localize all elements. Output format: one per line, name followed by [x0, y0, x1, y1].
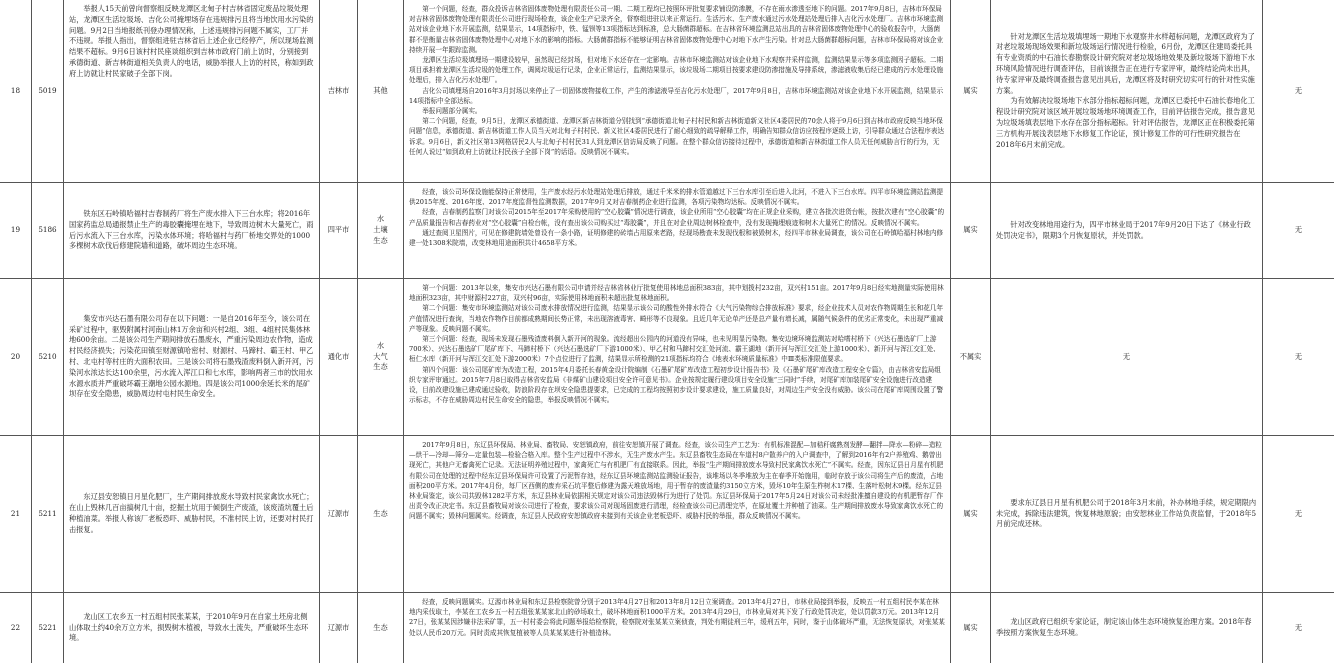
verified-status: 不属实 — [951, 279, 991, 435]
verified-status: 属实 — [951, 593, 991, 663]
complaint-description — [64, 0, 320, 182]
complaint-text: 东辽县安恕镇日月星化肥厂，生产期间排放废水导致村民家禽饮水死亡；在山上毁林几百亩搞树几十亩，挖掘土坑用于倾倒生产废渣，该废渣坑覆土后种植油菜。举报人称该厂老板恐吓、威胁村民，不准村民上访，还要对村民打击报复。 — [69, 492, 314, 534]
handling-measures: 无 — [991, 279, 1263, 435]
finding-paragraph: 第一个问题：2013年以来，集安市兴达石墨有限公司申请并经吉林省林业厅批复使用林地总面积383亩，其中划拨村232亩，双兴村151亩。2017年9月8日经实地测量实际使用林地面积323亩，其中财源村227亩，双兴村96亩，实际使用林地面积未超出批复林地面积。 — [409, 284, 944, 303]
row-number: 21 — [0, 436, 32, 592]
table-row — [0, 593, 1334, 663]
finding-paragraph: 举报问题部分属实。 — [422, 107, 482, 116]
complaint-text: 铁东区石岭镇哈福村吉春制药厂将生产废水排入下三台水库；将2016年国家药监总局通报禁止生产的毒胶囊掩埋在地下，导致周边树木大量死亡，雨后污水流入下三台水库，污染水体环境；将哈福村与药厂桥地交界处的1000多棵树木砍伐后修建院墙和道路，破坏周边生态环境。 — [69, 208, 314, 251]
finding-paragraph: 经查，吉春制药监察门对该公司2015年至2017年采购使用的“空心胶囊”情况进行调查，该企业所用“空心胶囊”均在正规企业采购，建立各批次进货台帐，按批次建有“空心胶囊”的产品质量报告和吉春药业对“空心胶囊”自检台帐，没有查出该公司购买过“毒胶囊”，并且在对企业周边树林检查中，没有发现掩埋痕迹和树木大量死亡的情况。反映情况不属实。 — [409, 208, 945, 227]
finding-paragraph: 经查，反映问题属实。辽源市林业局和东辽县检察院曾分别于2013年4月27日和2013年8月12日立案调查。2013年4月27日，市林业局接到举报，反映五一村五组村民李某在林地内采伐取土，李某在工农乡五一村五组张某某家北山的砂场取土，破坏林地面积1000平方米。2013年4月29日，市林业局对其下发了行政处罚决定，处以罚款3万元。2013年12月27日，张某某因涉嫌非法采矿罪，五一村村委会将此问题举报给检察院，检察院对张某某立案侦查，判处有期徒刑三年，缓刑五年，同时，鉴于山体破坏严重，无法恢复原状，对张某某处以人民币20万元。同时责成其恢复植被等人员某某某进行补植造林。 — [409, 598, 945, 637]
row-number: 22 — [0, 593, 32, 663]
finding-paragraph: 龙潭区生活垃圾填埋场一期建设较早，虽然现已经封场，但对地下水还存在一定影响。吉林市环境监测站对该企业地下水观察井采样监测，监测结果显示等多项监测因子超标。二期项目承担着龙潭区生活垃圾的处理工作，调阅垃圾运行记录，企业正常运行，监测结果显示，该垃圾场二期项目按要求建设防渗措施及导排系统，渗滤液收集后经已建成的污水处理设施处理后，排入吉化污水处理厂。 — [409, 56, 944, 85]
city: 吉林市 — [320, 0, 358, 182]
city: 辽源市 — [320, 593, 358, 663]
verified-status: 属实 — [951, 183, 991, 278]
case-id: 5186 — [32, 183, 64, 278]
pollution-type-text: 水 大气 生态 — [373, 340, 388, 372]
investigation-findings — [404, 0, 951, 182]
investigation-findings — [404, 183, 951, 278]
handling-paragraph: 龙山区政府已组织专家论证，制定该山体生态环境恢复治理方案。2018年春季按照方案恢复生态环境。 — [996, 617, 1252, 637]
accountability: 无 — [1294, 622, 1303, 632]
complaint-description — [64, 593, 320, 663]
finding-paragraph: 2017年9月8日，东辽县环保局、林业局、畜牧局、安恕镇政府，前往安恕镇开展了调查。经查，该公司生产工艺为：有机标准混配—加秸秆腐熟剂发酵—翻拌—降水—粉碎—造粒—烘干—冷却—筛分—定量包装—检验合格入库。整个生产过程中不涉水，无生产废水产生。东辽县畜牧生态局在车道村8户散养户的入户调查中，了解到2016年有2户养殖鸡、鹅曾出现死亡，其他户无畜禽死亡记录。无法证明养殖过程中，家禽死亡与有机肥厂有直接联系。因此，举报“生产期间排放废水导致村民家禽饮水死亡”不属实。经查，因东辽县日月星有机肥有限公司在处理的过程中经东辽县环保局许可设置了污泥暂存池，经东辽县环境监测站监测验证报告，该堆场以冬季堆放为主在春季开始施用，临时存放于该公司将生产后的废渣，占地面积200平方米。2017年4月份，每厂区西侧的废弃采石坑平整后修建为露天堆放场地，用于暂存的废渣量约3150立方米，毁坏10年生原生柞树木17棵、生落叶松树木9棵。经东辽县林业局鉴定，该公司共毁林1282平方米，东辽县林业局依据相关规定对该公司违法毁林行为进行了处罚。东辽县环保局于2017年5月24日对该公司未经批准擅自建设的有机肥暂存厂作出责令改正决定书。东辽县畜牧局对该公司进行了检查，要求该公司对现场固废进行清理，经检查该公司已清理完毕，在原址覆土并种植了油菜。生产期间排放废水导致家禽饮水死亡的问题不属实；毁林问题属实。经调查，东辽县人民政府安恕镇政府未接到有关该企业老板恐吓、威胁村民的举报，群众反映情况不属实。 — [409, 441, 944, 521]
complaint-description — [64, 279, 320, 435]
table-row — [0, 0, 1334, 183]
row-number: 19 — [0, 183, 32, 278]
finding-paragraph: 第三个问题：经查，现场未发现石墨残渣废料倒入新开河的现象。流经超出公园内的河道没有异味，也未见明显污染物。集安边境环境监测站对哈嗜村桥下（兴达石墨选矿厂上游700米）、兴达石墨选矿厂尾矿库下、马蹄村桥下（兴达石墨选矿厂下游1000米）、甲乙村和马蹄村交汇处河流、霸王湖地（新开河与浑江交汇处上游1000米）、新开河与浑江交汇处、桓仁水库（新开河与浑江交汇处下游2000米）7个点位进行了监测，结果显示所检测的21项指标均符合《地表水环境质量标准》中Ⅲ类标准限值要求。 — [409, 335, 940, 364]
complaint-text: 举报人15天前曾向督察组反映龙潭区北甸子村吉林省固定废品垃圾处理站，龙潭区生活垃圾场、吉化公司掩埋场存在违规排污且将当地饮用水污染的问题。9月2日当地报纸刊登办理情况称，上述违规排污问题不属实，工厂并不违规。举报人指出，督察组进驻吉林省后上述企业已经停产，所以现场监测结果不超标。9月6日该村村民座谈组织到吉林市政府门前上访时，分别接到承德街道、新吉林街道相关负责人的电话，威胁举报人上访的村民，称如到政府上访就让村民家破子全部下岗。 — [69, 4, 314, 78]
finding-paragraph: 第二个问题：集安市环境监测站对该公司废水排放情况进行监测，结果显示该公司的酸性外排水符合《大气污染物综合排放标准》要求，经企业技术人员对农作物周期生长和花几年产值情况进行查询，当地农作物作目前都成熟期间长势正常，未出现溶液毒害、畸形等不良现象。且近几年无论单产还是总产量有增长减，属随气候条件的优劣正常变化，未出现严重减产等现象。反映问题不属实。 — [409, 304, 944, 333]
table-row — [0, 436, 1334, 593]
finding-paragraph: 通过查阅卫星图片，可见在修建院墙处曾设有一条小路，证明修建的砖墙占用原来老路，经现场勘查未发现伐根和被毁树木，经四平市林业局调查，该公司在石岭镇哈福村林地内修建一处1308米院墙，改变林地用途面积共计4658平方米。 — [409, 228, 944, 248]
pollution-type — [358, 279, 404, 435]
finding-paragraph: 吉化公司填埋场自2016年3月封场以来停止了一切固体废物接收工作，产生的渗滤液导至吉化污水处理厂，2017年9月8日，吉林市环境监测站对该企业地下水开展监测，结果显示14项指标中全部达标。 — [409, 86, 944, 105]
city: 四平市 — [320, 183, 358, 278]
case-id: 5211 — [32, 436, 64, 592]
pollution-type-text: 水 土壤 生态 — [373, 214, 388, 245]
handling-measures — [991, 0, 1263, 182]
city: 辽源市 — [320, 436, 358, 592]
row-number: 20 — [0, 279, 32, 435]
complaint-text: 龙山区工农乡五一村五组村民张某某，于2010年9月在自家土坯房北侧山体取土约40余万立方米，损毁树木植被，导致水土流失，严重破坏生态环境。 — [69, 611, 309, 643]
verified-status: 属实 — [951, 436, 991, 592]
handling-paragraph: 要求东辽县日月星有机肥公司于2018年3月末前，补办林地手续，规定期限内未完成，拆除违法建筑，恢复林地原貌；由安恕林业工作站负责监督，于2018年5月前完成还林。 — [996, 497, 1257, 529]
finding-paragraph: 经查，该公司环保设施能保持正常使用，生产废水经污水处理站处理后排放，通过千米米的排水管道越过下三台水库引至后进入北河，不进入下三台水库。四平市环境监测站监测提供2015年度、2016年度、2017年度监督性监测数据，2017年9月又对吉春制药企业进行监测，各项污染物均达标。反映情况不属实。 — [409, 188, 944, 207]
table-row — [0, 183, 1334, 279]
pollution-type — [358, 183, 404, 278]
complaint-description — [64, 436, 320, 592]
pollution-type: 其他 — [358, 0, 404, 182]
case-id: 5210 — [32, 279, 64, 435]
finding-paragraph: 第二个问题，经查，9月5日，龙潭区承德街道、龙潭区新吉林街道分别找到“承德街道北甸子村村民和新吉林街道新义社区4委居民的70余人将于9月6日到吉林市政府反映当地环保问题”信息，承德街道、新吉林街道工作人员当天对北甸子村村民、新义社区4委居民进行了耐心细致的疏导解释工作，明确告知群众信访应按程序逐级上访，引导群众通过合法程序表达诉求。9月6日，新义社区第13网格居民2人与北甸子村村民31人到龙潭区信访局反映了问题。在整个群众信访接待过程中，承德街道和新吉林街道工作人员无任何威胁言行的行为，无任何人说过“如到政府上访就让村民孩子全部下岗”的话语。反映情况不属实。 — [409, 117, 945, 156]
verified-status: 属实 — [951, 0, 991, 182]
complaint-text: 集安市兴达石墨有限公司存在以下问题：一是自2016年至今，该公司在采矿过程中，驱毁附属村河南山林1万余亩和兴村2组、3组、4组村民集体林地600余亩。二是该公司生产期间排放石墨废水，严重污染周边农作物，造成村民经济损失；污染花田镇至财源镇哈密村、财源村、马蹄村、霸王村、甲乙村、北屯村等村庄的大面积农田。三是该公司将石墨残渣废料倒入新开河，污染河水浓达长达100余里，污水流入浑江口和七水库，影响两者三市的饮用水水源水质并严重破坏霸王潮地公园水源地。四是该公司1000余延长米的尾矿坝存在安全隐患，威胁周边村屯村民生命安全。 — [69, 313, 314, 399]
handling-paragraph: 针对龙潭区生活垃圾填埋场一期地下水观察井水样超标问题，龙潭区政府为了对老垃圾场现场效果和新垃圾场运行情况进行检验，6月份，龙潭区住建局委托具有专业资质的中石油长春勘察设计研究院对老垃圾场地效果及新垃圾场下游地下水环境风险情况进行调查评估，目前该报告正在进行专家评审，最终结论尚未出具，待专家评审及最终调查报告意见出具后，龙潭区将及时研究切实可行的针对性实施方案。 — [996, 31, 1255, 95]
investigation-findings — [404, 279, 951, 435]
accountability: 无 — [1294, 85, 1303, 95]
accountability: 无 — [1294, 351, 1303, 361]
handling-measures — [991, 183, 1263, 278]
handling-paragraph: 为有效解决垃圾场地下水部分指标超标问题，龙潭区已委托中石油长春地化工程设计研究院对该区域开展垃圾场地环境调查工作，目前评估报告完成，报告意见为垃圾场填表层地下水存在部分指标超标。针对评估报告，龙潭区正在积极委托第三方机构开展浅表层地下水修复工作论证，预计修复工作的可行性研究报告在2018年6月末前完成。 — [996, 96, 1255, 149]
finding-paragraph: 第四个问题：该公司尾矿库为改造工程，2015年4月委托长春黄金设计院编制《石墨矿尾矿库改造工程初步设计报告书》及《石墨矿尾矿库改造工程安全专篇》，由吉林省安监局组织专家评审通过。2015年7月8日取得吉林省安监局《非煤矿山建设项目安全许可意见书》。企业按规定履行建设项目安全设施“三同时”手续，对尾矿库加装尾矿安全设施进行改造建设，目前改建设施已建成通过验收，防浪阶段存在坝安全隐患提要求，已完成的工程均按照初步设计要求建设，施工质量良好，对周边生产安全没有威胁。该公司在尾矿库周围设置了警示标志，不存在威胁周边村民生命安全的隐患，举报反映情况不属实。 — [409, 365, 944, 405]
case-id: 5221 — [32, 593, 64, 663]
pollution-type: 生态 — [358, 593, 404, 663]
table-row — [0, 279, 1334, 436]
city: 通化市 — [320, 279, 358, 435]
investigation-findings — [404, 593, 951, 663]
accountability: 无 — [1294, 508, 1303, 518]
finding-paragraph: 第一个问题，经查，群众投诉吉林省固体废物处理有限责任公司一期、二期工程均已按照环评批复要求铺设防渗膜，不存在雨水渗透至地下的问题。2017年9月8日，吉林市环保局对吉林省固体废物处理有限责任公司进行现场检查，该企业生产记录齐全，督察组进驻以来正常运行。生活污水、生产废水通过污水处理站处理后排入吉化污水处理厂。吉林市环境监测站对该企业地下水开展监测，结果显示，14项指标中，铁、锰钡等13项指标达到标准，总大肠菌群超标。在吉林省环境监测总站出具的吉林省固体废物处理中心的验收报告中，大肠菌群不是衡量吉林省固体废物处理中心对地下水的影响的指标。大肠菌群指标不能够证明吉林省固体废物处理中心对地下水产生污染。针对总大肠菌群超标问题，吉林市环保局将对该企业持续开展一年跟踪监测。 — [409, 5, 944, 54]
pollution-type: 生态 — [358, 436, 404, 592]
case-id: 5019 — [32, 0, 64, 182]
row-number: 18 — [0, 0, 32, 182]
handling-measures — [991, 436, 1263, 592]
handling-measures — [991, 593, 1263, 663]
complaint-description — [64, 183, 320, 278]
accountability: 无 — [1294, 225, 1303, 235]
handling-paragraph: 针对改变林地用途行为，四平市林业局于2017年9月20日下达了《林业行政处罚决定书》，限期3个月恢复原状，并处罚款。 — [996, 219, 1251, 240]
investigation-findings — [404, 436, 951, 592]
